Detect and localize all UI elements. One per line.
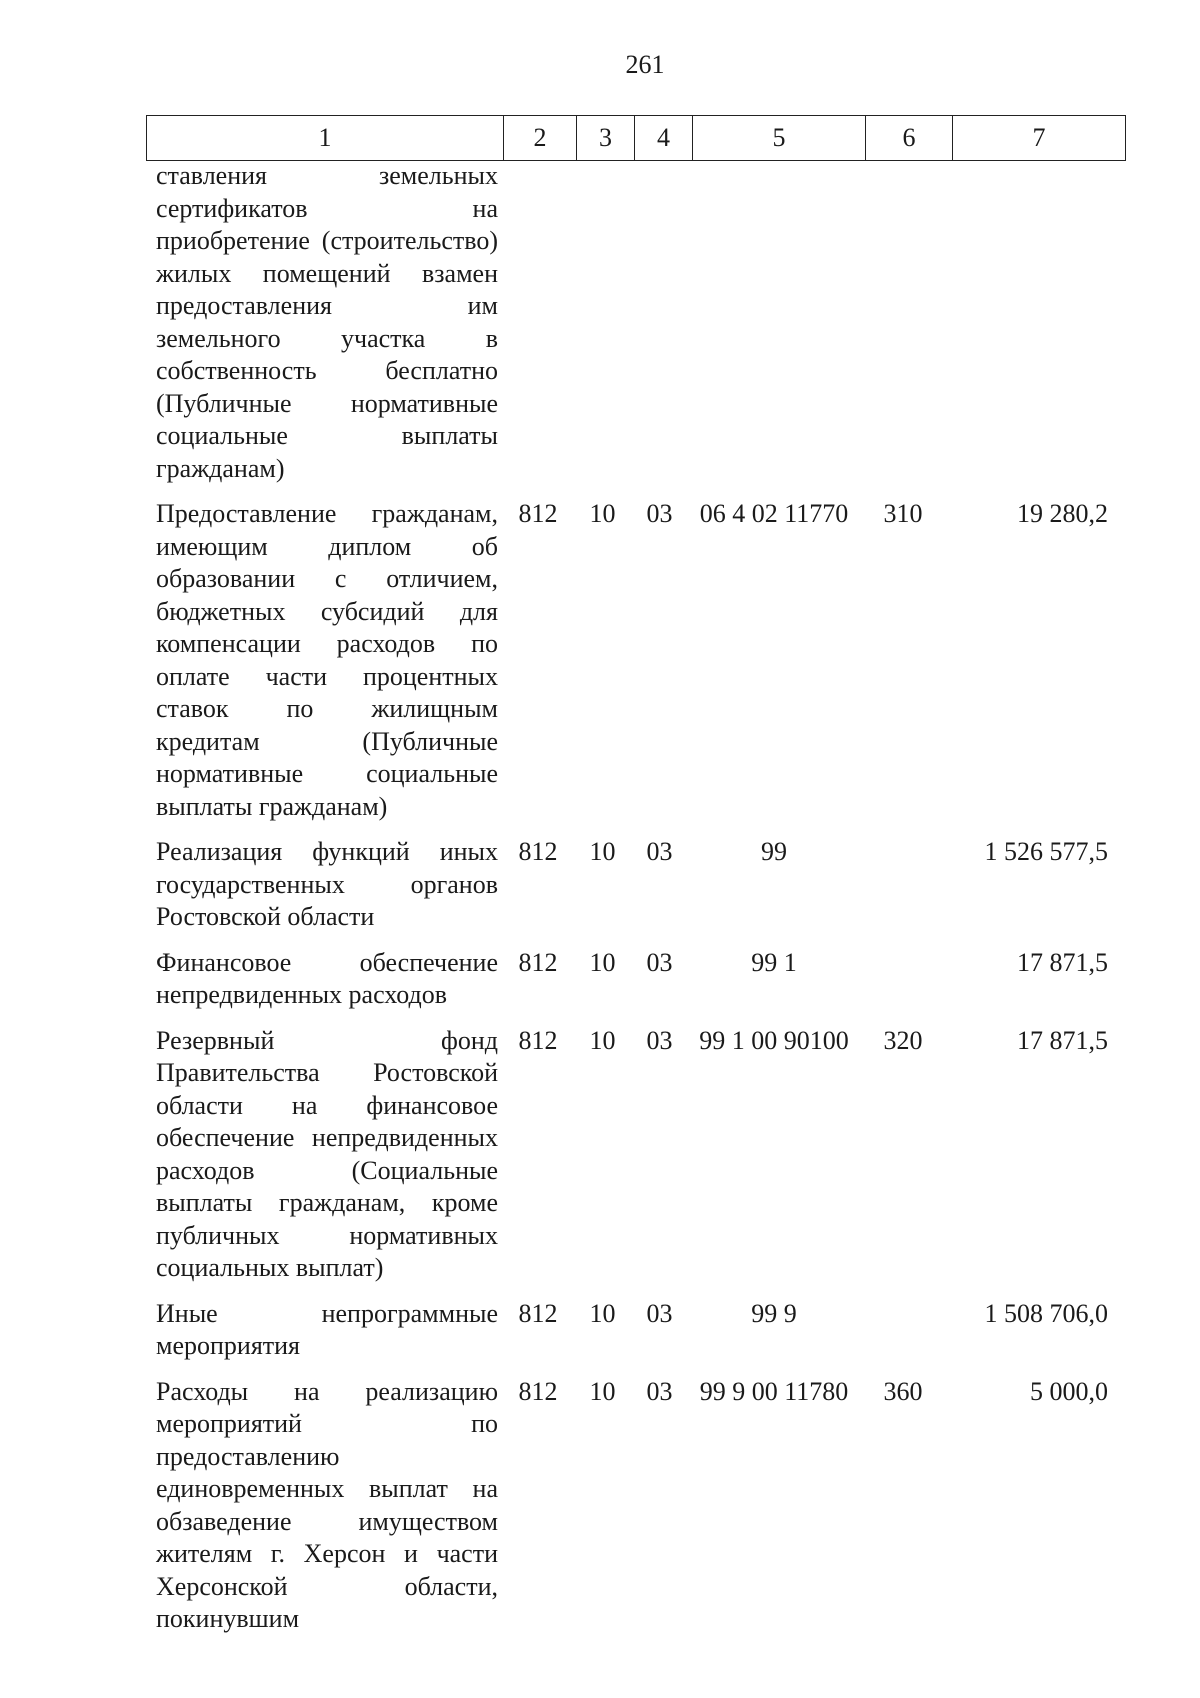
row-description: Финансовое обеспечение непредвиденных расходов xyxy=(156,947,498,1009)
row-description: Иные непрограммные мероприятия xyxy=(156,1298,498,1360)
row-col6 xyxy=(860,947,946,1025)
budget-table xyxy=(146,160,1118,1649)
table-row xyxy=(146,498,1118,836)
row-col6 xyxy=(860,836,946,947)
row-col5: 99 1 00 90100 xyxy=(699,1025,849,1055)
row-col3: 10 xyxy=(589,837,616,866)
table-row xyxy=(146,947,1118,1025)
header-cell-4: 4 xyxy=(635,116,693,161)
header-row xyxy=(147,116,1126,161)
row-col4: 03 xyxy=(646,837,673,866)
row-col7: 17 871,5 xyxy=(1017,947,1108,977)
row-col6: 320 xyxy=(883,1025,923,1055)
header-cell-2: 2 xyxy=(504,116,577,161)
row-col7: 19 280,2 xyxy=(1017,499,1108,528)
row-description: Резервный фонд Правительства Ростовской области на финансовое обеспечение непредвиденных расходов (Социальные выплаты гражданам, кроме публичных нормативных социальных выплат) xyxy=(156,1025,498,1282)
row-col7: 17 871,5 xyxy=(1017,1025,1108,1055)
row-col6: 310 xyxy=(883,499,923,528)
row-col7: 1 508 706,0 xyxy=(984,1298,1108,1328)
row-col4: 03 xyxy=(646,947,673,977)
row-col2: 812 xyxy=(518,1298,558,1328)
row-col6 xyxy=(860,1298,946,1376)
row-col4 xyxy=(631,160,688,498)
row-col5: 99 9 00 11780 xyxy=(699,1376,849,1406)
header-cell-6: 6 xyxy=(866,116,953,161)
row-col2: 812 xyxy=(518,837,558,866)
row-description: Расходы на реализацию мероприятий по предоставлению единовременных выплат на обзаведение имуществом жителям г. Херсон и части Херсонской области, покинувшим xyxy=(156,1376,498,1633)
row-col5: 99 9 xyxy=(751,1298,797,1328)
row-col5 xyxy=(688,160,860,498)
row-col2: 812 xyxy=(518,947,558,977)
row-col6: 360 xyxy=(883,1376,923,1406)
header-cell-7: 7 xyxy=(953,116,1126,161)
row-col3: 10 xyxy=(589,1376,616,1406)
row-col2: 812 xyxy=(518,499,558,528)
row-description: Предоставление гражданам, имеющим диплом об образовании с отличием, бюджетных субсидий для компенсации расходов по оплате части процентных ставок по жилищным кредитам (Публичные нормативные социальные выплаты гражданам) xyxy=(156,499,498,821)
header-cell-3: 3 xyxy=(577,116,635,161)
table-row xyxy=(146,1298,1118,1376)
row-col4: 03 xyxy=(646,1298,673,1328)
page-number: 261 xyxy=(625,50,665,79)
table-row xyxy=(146,1025,1118,1298)
row-col4: 03 xyxy=(646,499,673,528)
row-col3: 10 xyxy=(589,947,616,977)
table-row xyxy=(146,836,1118,947)
row-col3: 10 xyxy=(589,499,616,528)
table-row xyxy=(146,160,1118,498)
row-col3: 10 xyxy=(589,1298,616,1328)
row-col2: 812 xyxy=(518,1025,558,1055)
row-col2 xyxy=(502,160,574,498)
header-cell-5: 5 xyxy=(693,116,866,161)
row-col4: 03 xyxy=(646,1376,673,1406)
row-col5: 06 4 02 11770 xyxy=(699,499,849,528)
header-cell-1: 1 xyxy=(147,116,504,161)
row-description: ставления земельных сертификатов на приобретение (строительство) жилых помещений взамен предоставления им земельного участка в собственность бесплатно (Публичные нормативные социальные выплаты гражданам) xyxy=(156,161,498,483)
row-description: Реализация функций иных государственных органов Ростовской области xyxy=(156,837,498,931)
table-row xyxy=(146,1376,1118,1649)
row-col4: 03 xyxy=(646,1025,673,1055)
row-col2: 812 xyxy=(518,1376,558,1406)
row-col3: 10 xyxy=(589,1025,616,1055)
row-col3 xyxy=(574,160,631,498)
row-col5: 99 xyxy=(761,837,787,866)
row-col7 xyxy=(946,160,1118,498)
row-col6 xyxy=(860,160,946,498)
row-col7: 5 000,0 xyxy=(1030,1376,1108,1406)
table-header xyxy=(146,115,1126,161)
row-col7: 1 526 577,5 xyxy=(984,837,1108,866)
row-col5: 99 1 xyxy=(751,947,797,977)
